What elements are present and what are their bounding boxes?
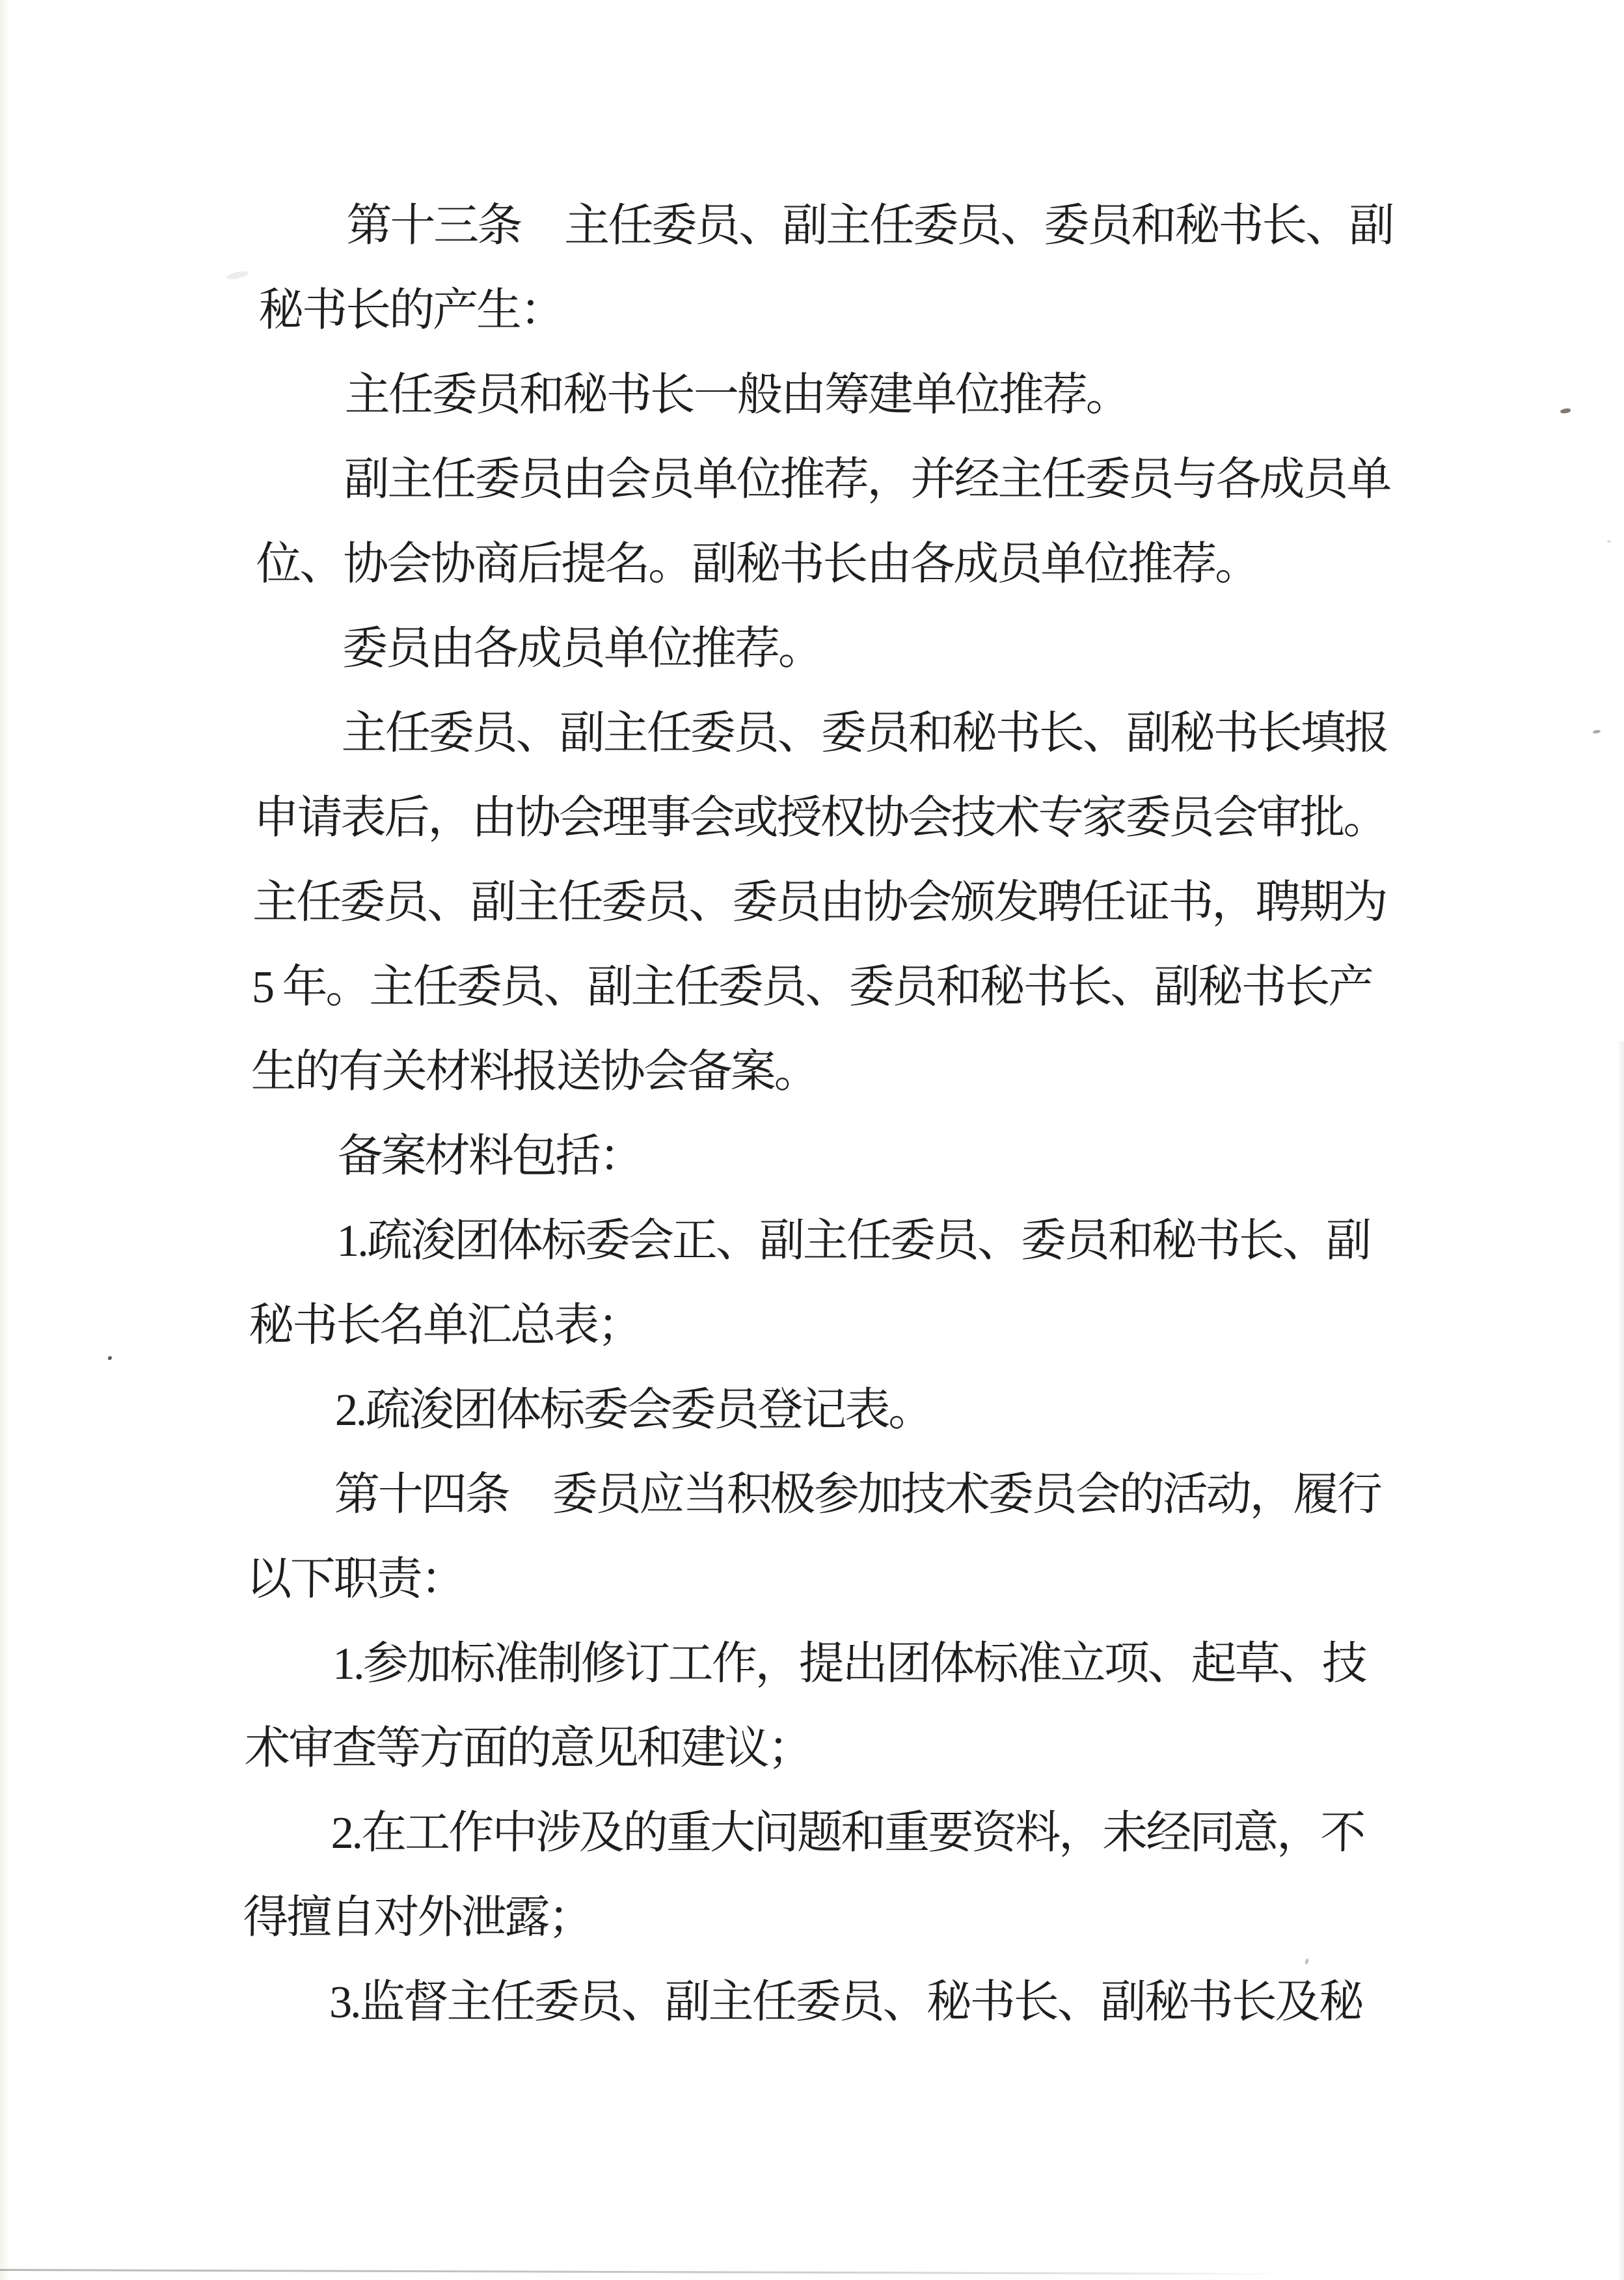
text-line: 术审查等方面的意见和建议；	[244, 1724, 812, 1774]
text-line: 2.在工作中涉及的重大问题和重要资料，未经同意，不	[243, 1808, 1364, 1858]
scan-left-edge-shadow	[0, 0, 10, 2280]
text-line: 以下职责：	[246, 1554, 465, 1605]
scan-speck	[1607, 540, 1611, 543]
text-line: 秘书长的产生：	[258, 286, 564, 336]
text-line: 生的有关材料报送协会备案。	[250, 1047, 819, 1097]
text-line: 1.疏浚团体标委会正、副主任委员、委员和秘书长、副	[249, 1216, 1370, 1266]
document-text-block	[242, 184, 1424, 2045]
text-line: 申请表后，由协会理事会或授权协会技术专家委员会审批。	[253, 793, 1388, 843]
scan-smudge	[226, 270, 249, 281]
scan-right-edge-shadow	[1617, 1041, 1624, 2280]
text-line: 副主任委员由会员单位推荐，并经主任委员与各成员单	[256, 455, 1391, 505]
text-line: 委员由各成员单位推荐。	[254, 624, 822, 674]
text-line: 第十三条 主任委员、副主任委员、委员和秘书长、副	[259, 201, 1393, 251]
scan-speck	[1593, 729, 1601, 734]
text-line: 5 年。主任委员、副主任委员、委员和秘书长、副秘书长产	[251, 962, 1373, 1012]
text-line: 第十四条 委员应当积极参加技术委员会的活动，履行	[247, 1470, 1381, 1520]
text-line: 主任委员、副主任委员、委员和秘书长、副秘书长填报	[254, 709, 1388, 759]
scan-speck	[1560, 408, 1571, 414]
text-line: 备案材料包括：	[250, 1132, 643, 1182]
text-line: 3.监督主任委员、副主任委员、秘书长、副秘书长及秘	[241, 1977, 1363, 2028]
text-line: 2.疏浚团体标委会委员登记表。	[247, 1385, 932, 1435]
scan-speck	[108, 1356, 112, 1360]
text-line: 主任委员、副主任委员、委员由协会颁发聘任证书，聘期为	[252, 878, 1387, 928]
scan-paper-bottom-edge	[0, 2269, 1314, 2275]
text-line: 主任委员和秘书长一般由筹建单位推荐。	[257, 370, 1130, 420]
text-line: 得擅自对外泄露；	[243, 1893, 592, 1943]
text-line: 位、协会协商后提名。副秘书长由各成员单位推荐。	[256, 539, 1259, 590]
text-line: 秘书长名单汇总表；	[248, 1301, 642, 1351]
text-line: 1.参加标准制修订工作，提出团体标准立项、起草、技	[245, 1639, 1366, 1689]
